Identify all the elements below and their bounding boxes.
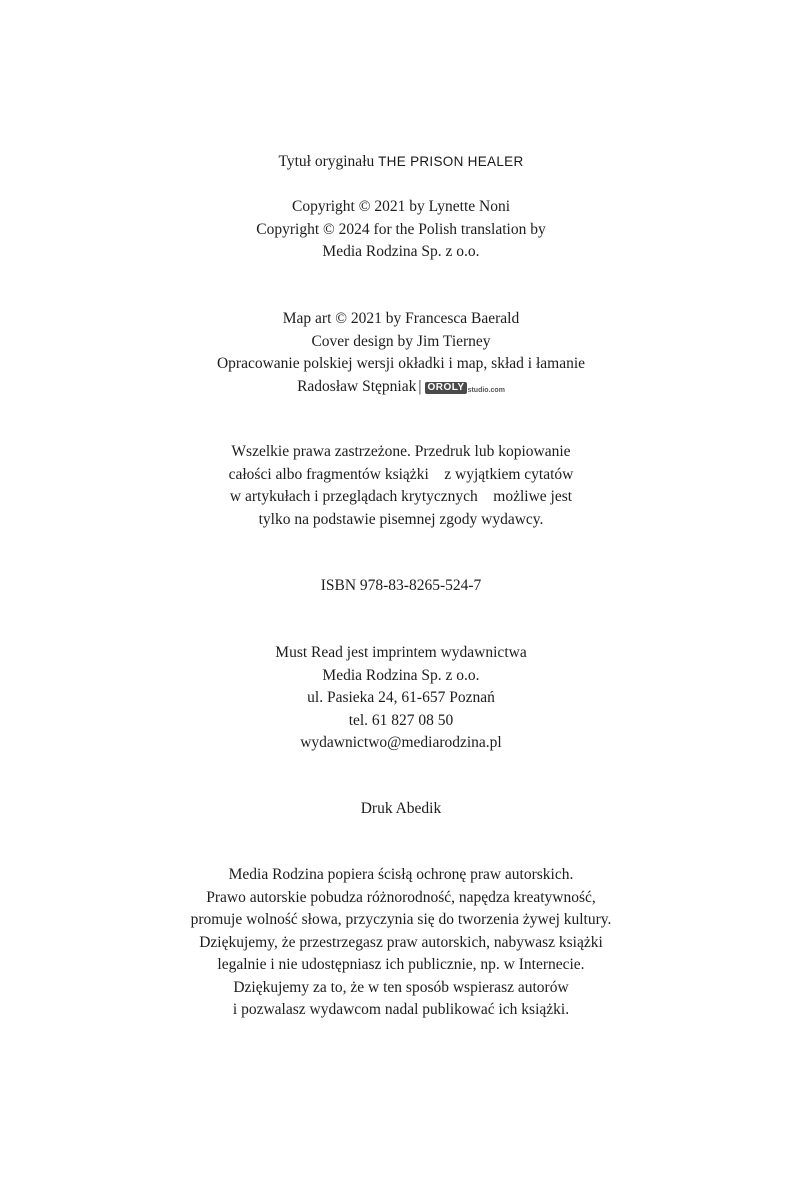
appeal-line: i pozwalasz wydawcom nadal publikować ich książki. <box>232 1001 570 1018</box>
copyright-appeal-block <box>0 864 802 1022</box>
copyright-line: Copyright © 2024 for the Polish translation by <box>256 220 546 238</box>
publisher-line: Media Rodzina Sp. z o.o. <box>322 666 480 684</box>
credits-block <box>0 308 802 398</box>
publisher-block <box>0 642 802 755</box>
appeal-line: Media Rodzina popiera ścisłą ochronę praw autorskich. <box>228 866 574 883</box>
publisher-address: ul. Pasieka 24, 61-657 Poznań <box>307 689 495 706</box>
copyright-line: Copyright © 2021 by Lynette Noni <box>292 198 510 215</box>
studio-logo-main: OROLY <box>427 381 465 393</box>
print-block <box>0 798 802 821</box>
designer-name: Radosław Stępniak <box>297 377 417 395</box>
rights-block <box>0 441 802 531</box>
rights-line: tylko na podstawie pisemnej zgody wydawcy. <box>258 510 544 528</box>
isbn-block <box>0 575 802 598</box>
rights-line: całości albo fragmentów książki z wyjątkiem cytatów <box>228 465 574 483</box>
original-title: THE PRISON HEALER <box>378 154 524 169</box>
appeal-line: Prawo autorskie pobudza różnorodność, napędza kreatywność, <box>206 888 596 906</box>
rights-line: Wszelkie prawa zastrzeżone. Przedruk lub kopiowanie <box>231 443 571 460</box>
copyright-block <box>0 196 802 264</box>
separator: | <box>418 377 422 395</box>
appeal-line: legalnie i nie udostępniasz ich publicznie, np. w Internecie. <box>217 956 585 973</box>
printer: Druk Abedik <box>360 800 442 817</box>
original-title-line <box>0 151 802 174</box>
appeal-line: Dziękujemy, że przestrzegasz praw autorskich, nabywasz książki <box>199 933 603 951</box>
publisher-phone: tel. 61 827 08 50 <box>348 711 454 729</box>
credits-line: Opracowanie polskiej wersji okładki i map, skład i łamanie <box>216 355 586 372</box>
original-title-block <box>0 151 802 174</box>
original-title-prefix: Tytuł oryginału <box>278 153 375 170</box>
rights-line: w artykułach i przeglądach krytycznych możliwe jest <box>229 488 573 505</box>
copyright-line: Media Rodzina Sp. z o.o. <box>322 243 480 260</box>
studio-logo-sub: studio.com <box>467 387 505 395</box>
isbn: ISBN 978-83-8265-524-7 <box>320 577 482 594</box>
appeal-line: promuje wolność słowa, przyczynia się do tworzenia żywej kultury. <box>190 911 612 928</box>
credits-line: Cover design by Jim Tierney <box>311 332 491 350</box>
publisher-email: wydawnictwo@mediarodzina.pl <box>300 734 502 751</box>
appeal-line: Dziękujemy za to, że w ten sposób wspierasz autorów <box>233 978 569 996</box>
publisher-line: Must Read jest imprintem wydawnictwa <box>275 644 527 661</box>
designer-line <box>0 376 802 399</box>
credits-line: Map art © 2021 by Francesca Baerald <box>282 310 520 327</box>
studio-logo <box>425 375 504 398</box>
